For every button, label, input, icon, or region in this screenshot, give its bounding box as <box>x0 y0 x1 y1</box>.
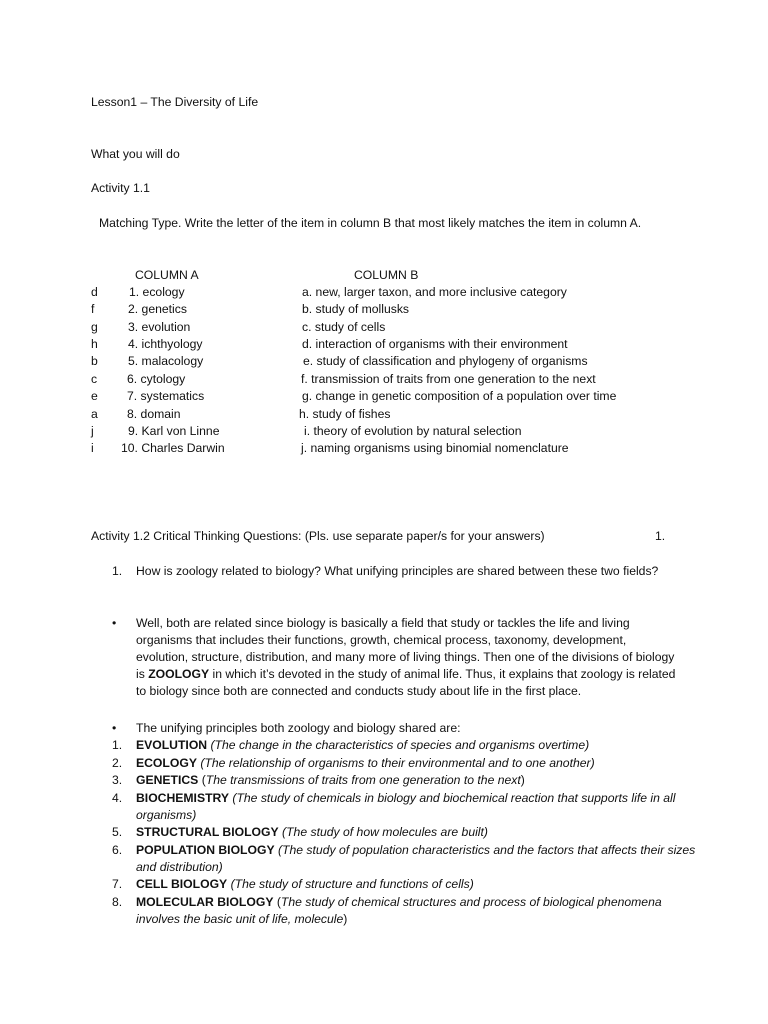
principle-number: 5. <box>112 825 123 839</box>
matching-answer: e <box>91 389 98 403</box>
answer-text: The unifying principles both zoology and biology shared are: <box>136 721 461 735</box>
column-a-item: 6. cytology <box>127 372 186 386</box>
principle-item <box>91 842 696 874</box>
column-b-item: g. change in genetic composition of a population over time <box>302 389 617 403</box>
principle-desc: (The relationship of organisms to their environmental and to one another) <box>200 756 595 770</box>
matching-row <box>0 353 768 370</box>
principle-desc: The study of chemical structures and process of biological phenomena involves the basic unit of life, molecule <box>136 895 662 926</box>
principle-text <box>136 790 696 824</box>
matching-answer: g <box>91 320 98 334</box>
column-a-item: 1. ecology <box>129 285 185 299</box>
column-a-item: 9. Karl von Linne <box>128 424 220 438</box>
matching-row <box>0 336 768 353</box>
column-b-item: c. study of cells <box>302 320 386 334</box>
column-b-item: d. interaction of organisms with their environment <box>302 337 568 351</box>
column-a-item: 10. Charles Darwin <box>121 441 225 455</box>
answer-emphasis: ZOOLOGY <box>148 667 210 681</box>
principle-text <box>136 772 696 789</box>
principle-name: ECOLOGY <box>136 756 197 770</box>
principle-text <box>136 824 696 841</box>
principle-close: ) <box>520 773 525 787</box>
matching-answer: f <box>91 302 95 316</box>
lesson-title: Lesson1 – The Diversity of Life <box>91 95 259 109</box>
matching-instructions: Matching Type. Write the letter of the item in column B that most likely matches the item in column A. <box>99 216 642 230</box>
matching-answer: c <box>91 372 98 386</box>
question-text: How is zoology related to biology? What unifying principles are shared between these two fields? <box>136 564 659 578</box>
column-a-item: 2. genetics <box>128 302 187 316</box>
column-b-item: i. theory of evolution by natural selection <box>304 424 522 438</box>
matching-row <box>0 440 768 457</box>
matching-row <box>0 371 768 388</box>
matching-answer: i <box>91 441 94 455</box>
principle-number: 8. <box>112 895 123 909</box>
principle-desc: (The study of how molecules are built) <box>282 825 488 839</box>
principle-name: POPULATION BIOLOGY <box>136 843 275 857</box>
column-a-item: 4. ichthyology <box>128 337 203 351</box>
column-a-item: 8. domain <box>127 407 181 421</box>
principle-name: STRUCTURAL BIOLOGY <box>136 825 279 839</box>
matching-row <box>0 284 768 301</box>
column-b-item: f. transmission of traits from one generation to the next <box>301 372 596 386</box>
matching-answer: j <box>91 424 94 438</box>
principle-number: 2. <box>112 756 123 770</box>
principle-item <box>91 737 691 754</box>
principle-desc: (The study of population characteristics and the factors that affects their sizes and distribution) <box>136 843 696 874</box>
principle-text <box>136 737 696 754</box>
column-a-item: 5. malacology <box>128 354 204 368</box>
matching-row <box>0 319 768 336</box>
principle-number: 3. <box>112 773 123 787</box>
matching-row <box>0 301 768 318</box>
principle-name: EVOLUTION <box>136 738 208 752</box>
principle-name: GENETICS <box>136 773 199 787</box>
matching-answer: h <box>91 337 98 351</box>
principle-name: MOLECULAR BIOLOGY <box>136 895 274 909</box>
principle-item <box>91 755 691 772</box>
principle-desc: (The change in the characteristics of species and organisms overtime) <box>210 738 590 752</box>
principle-desc: (The study of chemicals in biology and biochemical reaction that supports life in all organisms) <box>136 791 676 822</box>
column-b-item: a. new, larger taxon, and more inclusive category <box>302 285 567 299</box>
principle-text <box>136 842 696 876</box>
column-a-item: 3. evolution <box>128 320 191 334</box>
matching-row <box>0 423 768 440</box>
activity-1-2-number: 1. <box>655 529 666 543</box>
column-a-item: 7. systematics <box>127 389 205 403</box>
column-b-item: b. study of mollusks <box>302 302 410 316</box>
principle-desc: The transmissions of traits from one generation to the next <box>205 773 521 787</box>
answer-text-part: Well, both are related since biology is basically a field that study or tackles the life and living organisms that includes their functions, growth, chemical process, taxonomy, development, evolution, structure, distribution, and many more of living things. Then one of the divisions of biology is <box>136 616 675 681</box>
principle-sep: ( <box>198 773 206 787</box>
matching-row <box>0 388 768 405</box>
column-b-header: COLUMN B <box>354 268 419 282</box>
principle-text <box>136 894 696 928</box>
principle-number: 4. <box>112 791 123 805</box>
matching-row <box>0 406 768 423</box>
principle-name: CELL BIOLOGY <box>136 877 228 891</box>
principle-item <box>91 790 691 822</box>
activity-1-1-heading: Activity 1.1 <box>91 181 150 195</box>
column-b-item: h. study of fishes <box>299 407 391 421</box>
column-a-header: COLUMN A <box>135 268 199 282</box>
matching-answer: b <box>91 354 98 368</box>
principle-item <box>91 876 691 893</box>
bullet-icon: • <box>112 616 117 630</box>
principle-text <box>136 876 696 893</box>
principle-item <box>91 894 691 926</box>
principle-number: 7. <box>112 877 123 891</box>
principle-name: BIOCHEMISTRY <box>136 791 229 805</box>
column-b-item: j. naming organisms using binomial nomenclature <box>301 441 569 455</box>
what-you-will-do-heading: What you will do <box>91 147 180 161</box>
principle-desc: (The study of structure and functions of cells) <box>230 877 474 891</box>
answer-text-part: in which it’s devoted in the study of animal life. Thus, it explains that zoology is related to biology since both are connected and conducts study about life in the first place. <box>136 667 676 698</box>
principle-number: 6. <box>112 843 123 857</box>
activity-1-2-heading: Activity 1.2 Critical Thinking Questions: (Pls. use separate paper/s for your answers) <box>91 529 545 543</box>
principle-sep: ( <box>273 895 281 909</box>
column-b-item: e. study of classification and phylogeny of organisms <box>303 354 588 368</box>
answer-text <box>136 615 681 700</box>
principle-number: 1. <box>112 738 123 752</box>
question-number: 1. <box>112 564 123 578</box>
principle-item <box>91 824 691 841</box>
question-1 <box>91 563 691 580</box>
matching-answer: d <box>91 285 98 299</box>
principle-item <box>91 772 691 789</box>
bullet-icon: • <box>112 721 117 735</box>
matching-answer: a <box>91 407 98 421</box>
principle-text <box>136 755 696 772</box>
principle-close: ) <box>343 912 348 926</box>
